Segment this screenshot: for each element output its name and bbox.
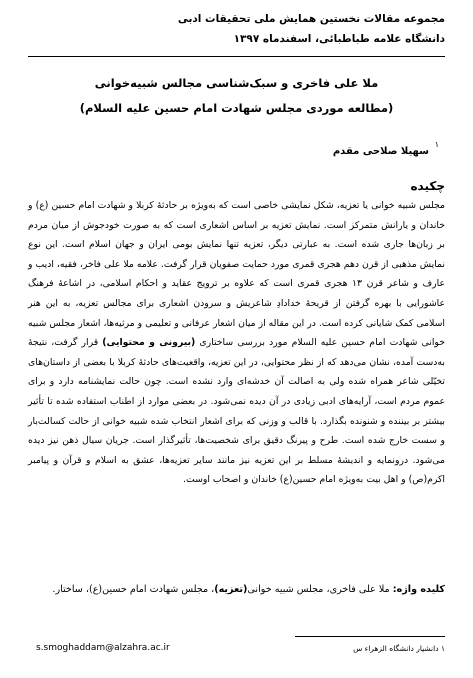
- keywords-label: کلیده واژه:: [392, 584, 445, 595]
- proceedings-venue: دانشگاه علامه طباطبائی، اسفندماه ۱۳۹۷: [233, 33, 445, 45]
- footnote-divider: [295, 636, 445, 637]
- keywords-bold-phrase: (تعزیه): [214, 584, 248, 595]
- paper-title: ملا علی فاخری و سبک‌شناسی مجالس شبیه‌خوانی: [94, 76, 379, 90]
- keywords-text-part1: ملا علی فاخری، مجلس شبیه خوانی: [247, 584, 390, 595]
- abstract-body: [28, 196, 445, 490]
- footnote-affiliation: ۱ دانشیار دانشگاه الزهراء س: [353, 644, 445, 653]
- paper-subtitle: (مطالعه موردی مجلس شهادت امام حسین علیه السلام): [79, 101, 394, 115]
- abstract-bold-phrase: (بیرونی و محتوایی): [102, 337, 196, 349]
- proceedings-title: مجموعه مقالات نخستین همایش ملی تحقیقات ادبی: [177, 13, 445, 25]
- author-name: سهیلا صلاحی مقدم: [332, 146, 429, 157]
- author-footnote-mark: ۱: [434, 140, 439, 149]
- abstract-text-part1: مجلس شبیه خوانی یا تعزیه، شکل نمایشی خاصی است که به‌ویژه بر حادثهٔ کربلا و شهادت امام حسین (ع) و خاندان و یارانش متمرکز است. نمایش تعزیه بر اساس اشعاری است که به صورت خودجوش از میان مردم بر زبان‌ها جاری شده است. به عبارتی دیگر، تعزیه تنها نمایش بومی ایران و جهان اسلام است. این نوع نمایش مذهبی از قرن دهم هجری قمری مورد حمایت صفویان قرار گرفت. علامه ملا علی فاخر، فقیه، ادیب و عارف و شاعر قرن ۱۳ هجری قمری است که علاوه بر ترویج عقاید و احکام اسلامی، در اشاعهٔ فرهنگ عاشورایی با بهره گرفتن از قریحهٔ خدادادِ شاعریش و سرودن اشعاری برای مجالس تعزیه، به این هنر اسلامی کمک شایانی کرده است. در این مقاله از میان اشعار عرفانی و تعلیمی و مرثیه‌ها، اشعار مجلس شبیه خوانی شهادت امام حسین علیه السلام مورد بررسی ساختاری: [28, 200, 445, 349]
- keywords-section: [28, 580, 445, 600]
- author-email: s.smoghaddam@alzahra.ac.ir: [36, 643, 170, 653]
- abstract-heading: چکیده: [410, 179, 445, 193]
- keywords-text-part2: ، مجلس شهادت امام حسین(ع)، ساختار.: [52, 584, 215, 595]
- abstract-text-part2: قرار گرفت، نتیجهٔ به‌دست آمده، نشان می‌دهد که از نظر محتوایی، در این تعزیه، واقعیت‌های حادثهٔ کربلا با بعضی از داستان‌های تخیّلی شاعر همراه شده ولی به اصالت آن خدشه‌ای وارد نشده است. چون حالت نمایشنامه دارد و برای عموم مردم است، آرایه‌های ادبی زیادی در آن دیده نمی‌شود. در بعضی موارد از اطناب استفاده شده تا تأثیر بیشتر بر بیننده و شنونده بگذارد. با قالب و وزنی که برای اشعار انتخاب شده شبیه خوانی از حالت کسالت‌بار و سست خارج شده است. طرح و پیرنگ دقیق برای شخصیت‌ها، تأثیرگذار است. جریان سیال ذهن نیز دیده می‌شود. درونمایه و اندیشهٔ مسلط بر این تعزیه نیز مانند سایر تعزیه‌ها، عشق به اسلام و قرآن و پیامبر اکرم(ص) و اهل بیت به‌ویژه امام حسین(ع) خاندان و اصحاب اوست.: [28, 337, 445, 486]
- header-divider: [28, 56, 445, 57]
